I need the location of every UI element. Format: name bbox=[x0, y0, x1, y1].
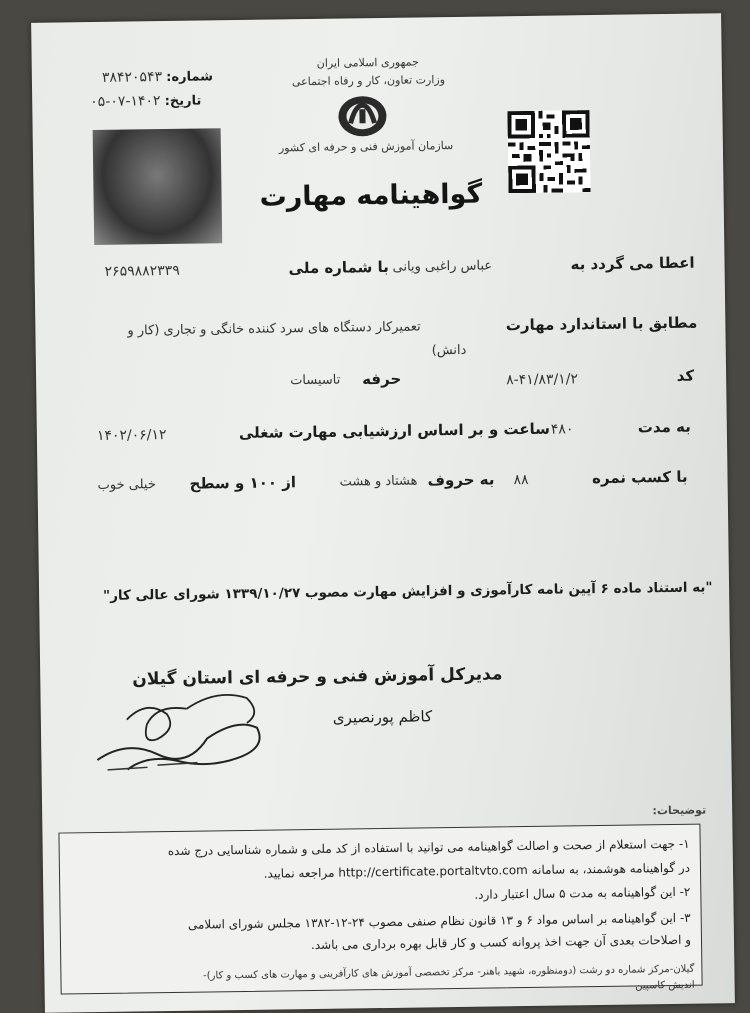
note-line-1: ۱- جهت استعلام از صحت و اصالت گواهینامه می توانید با استفاده از کد ملی و شماره شناسایی درج شده bbox=[167, 836, 690, 859]
in-words-label: به حروف bbox=[427, 470, 495, 490]
duration-label: به مدت bbox=[637, 417, 691, 437]
note-line-4: ۳- این گواهینامه بر اساس مواد ۶ و ۱۳ قانون نظام صنفی مصوب ۲۴-۱۲-۱۳۸۲ مجلس شورای اسلامی bbox=[187, 910, 691, 932]
statute-text: "به استناد ماده ۶ آیین نامه کارآموزی و افزایش مهارت مصوب ۱۳۳۹/۱۰/۲۷ شورای عالی کار" bbox=[103, 579, 713, 604]
date-row bbox=[90, 92, 201, 110]
standard-value-line1: تعمیرکار دستگاه های سرد کننده خانگی و تجاری (کار و bbox=[127, 319, 421, 339]
assessment-date: ۱۴۰۲/۰۶/۱۲ bbox=[96, 427, 167, 444]
holder-photo bbox=[93, 128, 223, 245]
certificate-title: گواهینامه مهارت bbox=[259, 178, 483, 213]
code-value: ۸-۴۱/۸۳/۱/۲ bbox=[506, 371, 579, 389]
tvto-logo-icon bbox=[335, 93, 390, 140]
number-value: ۳۸۴۲۰۵۴۳ bbox=[101, 69, 163, 86]
qr-code-icon bbox=[507, 110, 590, 193]
notes-heading: توضیحات: bbox=[652, 803, 707, 818]
date-label: تاریخ: bbox=[164, 93, 202, 110]
number-row bbox=[102, 68, 213, 86]
awarded-label: اعطا می گردد به bbox=[570, 253, 695, 274]
republic-text: جمهوری اسلامی ایران bbox=[316, 55, 419, 70]
signatory-title: مدیرکل آموزش فنی و حرفه ای استان گیلان bbox=[132, 664, 503, 690]
in-words-value: هشتاد و هشت bbox=[339, 473, 418, 490]
note-line-5: و اصلاحات بعدی آن جهت اخذ پروانه کسب و کار قابل بهره برداری می باشد. bbox=[310, 932, 692, 953]
assessment-label: ساعت و بر اساس ارزشیابی مهارت شغلی bbox=[238, 419, 551, 443]
score-value: ۸۸ bbox=[513, 471, 529, 489]
trade-label: حرفه bbox=[362, 369, 402, 389]
signatory-name: کاظم پورنصیری bbox=[332, 707, 433, 727]
footer-line-2: اندیش کاسپین bbox=[635, 979, 695, 992]
footer-line-1: گیلان-مرکز شماره دو رشت (دومنظوره، شهید باهنر- مرکز تخصصی آموزش های کارآفرینی و مهارت های کسب و کار)- bbox=[203, 963, 695, 982]
level-value: خیلی خوب bbox=[97, 477, 156, 493]
date-value: ۱۴۰۲-۰۷-۰۵ bbox=[90, 93, 161, 111]
signature-mark bbox=[86, 677, 287, 780]
holder-name: عباس راغبی ویانی bbox=[392, 258, 493, 275]
trade-value: تاسیسات bbox=[290, 372, 341, 389]
code-label: کد bbox=[676, 366, 695, 385]
organization-text: سازمان آموزش فنی و حرفه ای کشور bbox=[278, 138, 454, 155]
certificate-paper bbox=[31, 13, 735, 1013]
score-label: با کسب نمره bbox=[591, 467, 688, 488]
national-id-value: ۲۶۵۹۸۸۲۳۳۹ bbox=[104, 262, 180, 280]
ministry-text: وزارت تعاون، کار و رفاه اجتماعی bbox=[291, 73, 446, 89]
national-id-label: با شماره ملی bbox=[288, 257, 389, 278]
standard-value-line2: دانش) bbox=[431, 342, 467, 359]
duration-value: ۴۸۰ bbox=[550, 421, 574, 438]
out-of-label: از ۱۰۰ و سطح bbox=[189, 473, 297, 493]
note-line-2: در گواهینامه هوشمند، به سامانه http://certificate.portaltvto.com مراجعه نمایید. bbox=[263, 860, 691, 881]
number-label: شماره: bbox=[166, 69, 214, 85]
standard-label: مطابق با استاندارد مهارت bbox=[505, 313, 698, 335]
note-line-3: ۲- این گواهینامه به مدت ۵ سال اعتبار دارد. bbox=[474, 884, 691, 902]
